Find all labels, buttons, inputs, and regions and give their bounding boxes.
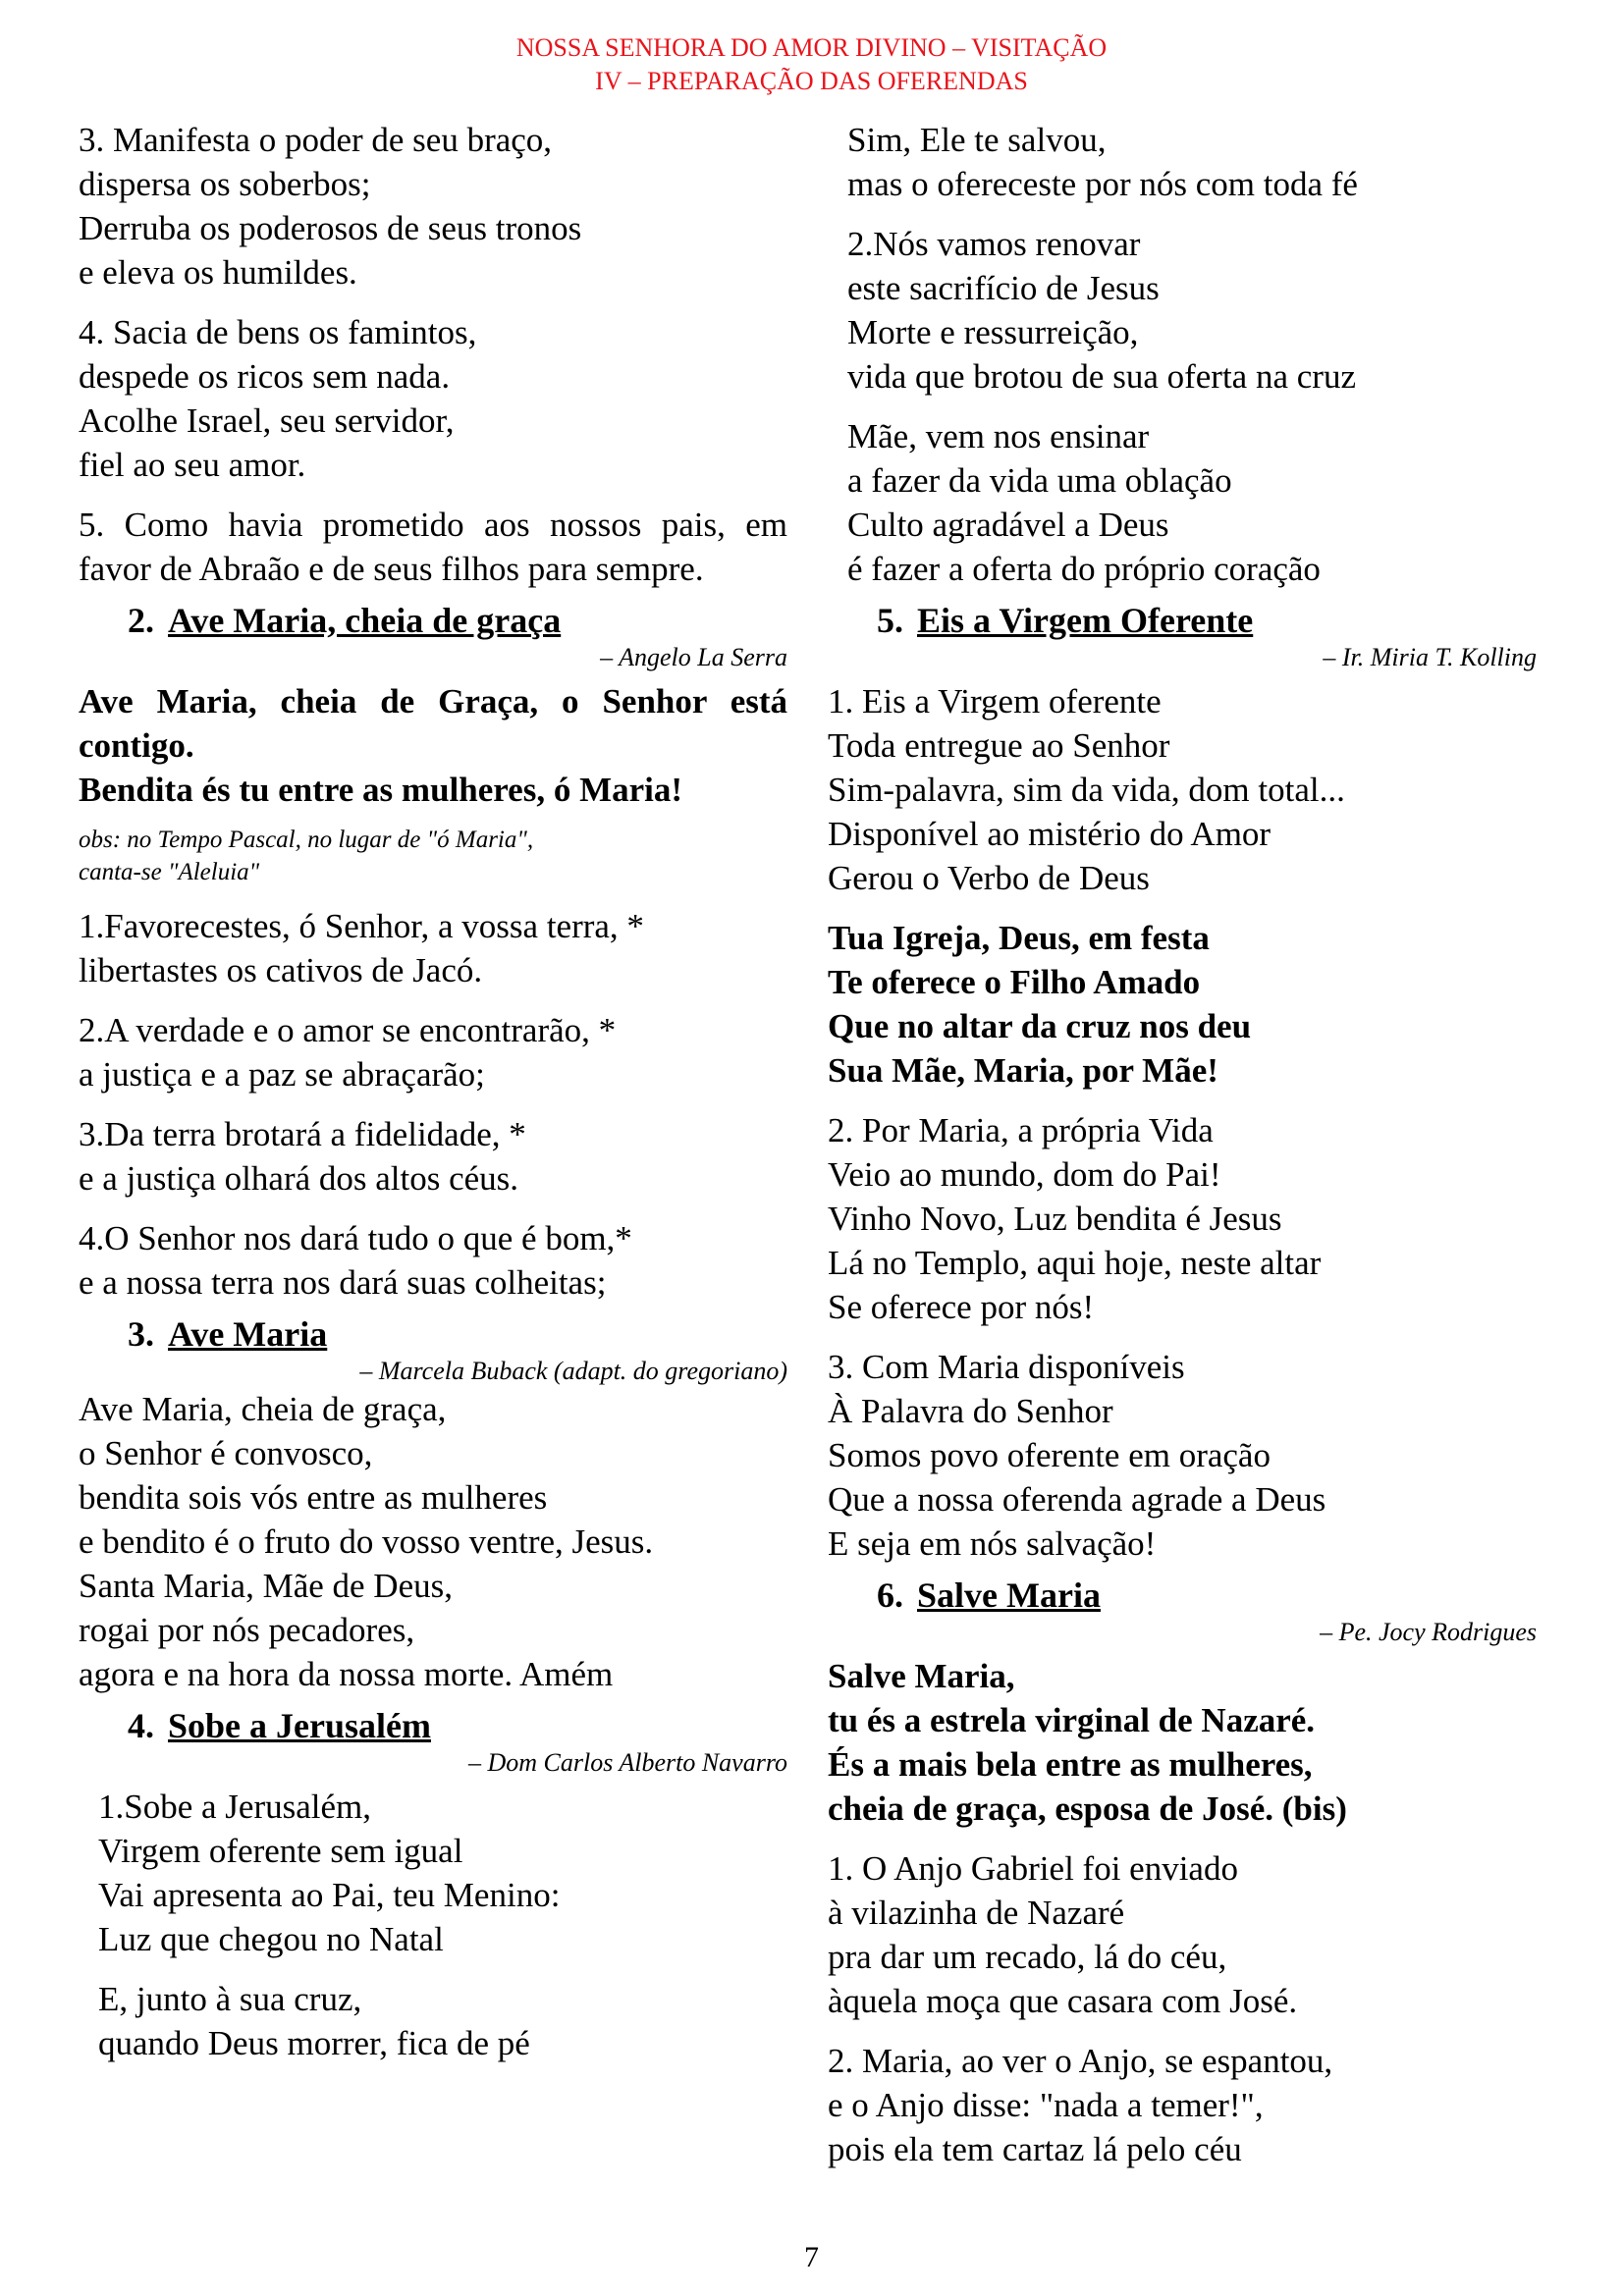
refrain (828, 1654, 1537, 1831)
section-heading (877, 599, 1537, 642)
verse-line: 2. Por Maria, a própria Vida (828, 1111, 1214, 1149)
verse-line: Que a nossa oferenda agrade a Deus (828, 1480, 1326, 1519)
verse-line: À Palavra do Senhor (828, 1392, 1113, 1430)
verse-line: Vinho Novo, Luz bendita é Jesus (828, 1200, 1282, 1238)
song-author: – Ir. Miria T. Kolling (1323, 643, 1537, 671)
verse-line: Santa Maria, Mãe de Deus, (79, 1567, 453, 1605)
stanza (828, 679, 1537, 900)
verse-line: obs: no Tempo Pascal, no lugar de "ó Maria", (79, 827, 534, 853)
verse-line: Sua Mãe, Maria, por Mãe! (828, 1051, 1218, 1090)
verse-line: E, junto à sua cruz, (98, 1980, 362, 2018)
verse-line: é fazer a oferta do próprio coração (847, 550, 1321, 588)
verse-line: despede os ricos sem nada. (79, 357, 451, 396)
verse-line: Ave Maria, cheia de graça, (79, 1390, 447, 1428)
verse-line: e bendito é o fruto do vosso ventre, Jesus. (79, 1522, 654, 1561)
verse-line: 1. Eis a Virgem oferente (828, 682, 1162, 721)
verse-line: mas o ofereceste por nós com toda fé (847, 165, 1358, 203)
section-title: Salve Maria (917, 1575, 1101, 1615)
verse-line: à vilazinha de Nazaré (828, 1894, 1125, 1932)
section-title: Sobe a Jerusalém (168, 1706, 431, 1745)
verse-line: Virgem oferente sem igual (98, 1832, 463, 1870)
verse-line: a justiça e a paz se abraçarão; (79, 1055, 485, 1094)
verse-line: Que no altar da cruz nos deu (828, 1007, 1252, 1045)
page-header (0, 31, 1623, 98)
stanza (828, 2039, 1537, 2171)
verse-line: fiel ao seu amor. (79, 446, 306, 484)
verse-line: 4. Sacia de bens os famintos, (79, 313, 477, 351)
stanza (79, 1008, 787, 1096)
verse-line: Te oferece o Filho Amado (828, 963, 1201, 1001)
song-author: – Pe. Jocy Rodrigues (1320, 1618, 1537, 1646)
observation-note (79, 824, 787, 888)
verse-line: 2.A verdade e o amor se encontrarão, * (79, 1011, 617, 1049)
section-number: 6. (877, 1575, 903, 1615)
stanza: 5. Como havia prometido aos nossos pais, em favor de Abraão e de seus filhos para sempre. (79, 506, 787, 588)
verse-line: a fazer da vida uma oblação (847, 461, 1232, 500)
stanza (79, 1387, 787, 1696)
section-number: 5. (877, 601, 903, 640)
verse-line: Se oferece por nós! (828, 1288, 1095, 1326)
refrain: Ave Maria, cheia de Graça, o Senhor está contigo. (79, 682, 787, 765)
verse-line: 3.Da terra brotará a fidelidade, * (79, 1115, 526, 1153)
song-author: – Dom Carlos Alberto Navarro (467, 1748, 787, 1777)
verse-line: dispersa os soberbos; (79, 165, 371, 203)
verse-line: Derruba os poderosos de seus tronos (79, 209, 582, 247)
verse-line: Acolhe Israel, seu servidor, (79, 401, 455, 440)
verse-line: 2. Maria, ao ver o Anjo, se espantou, (828, 2042, 1333, 2080)
right-column (828, 118, 1537, 2187)
verse-line: este sacrifício de Jesus (847, 269, 1160, 307)
verse-line: Disponível ao mistério do Amor (828, 815, 1271, 853)
section-number: 2. (128, 601, 154, 640)
verse-line: e a justiça olhará dos altos céus. (79, 1159, 519, 1198)
verse-line: 1. O Anjo Gabriel foi enviado (828, 1849, 1238, 1888)
section-heading (877, 1574, 1537, 1617)
verse-line: Culto agradável a Deus (847, 506, 1169, 544)
verse-line: 1.Sobe a Jerusalém, (98, 1788, 371, 1826)
verse-line: Salve Maria, (828, 1657, 1015, 1695)
verse-line: 1.Favorecestes, ó Senhor, a vossa terra, * (79, 907, 644, 945)
section-number: 3. (128, 1314, 154, 1354)
header-line-1: NOSSA SENHORA DO AMOR DIVINO – VISITAÇÃO (515, 33, 1108, 62)
verse-line: Veio ao mundo, dom do Pai! (828, 1155, 1221, 1194)
verse-line: 4.O Senhor nos dará tudo o que é bom,* (79, 1219, 632, 1257)
stanza (79, 1785, 787, 1961)
refrain: Bendita és tu entre as mulheres, ó Maria! (79, 771, 683, 809)
verse-line: vida que brotou de sua oferta na cruz (847, 357, 1356, 396)
verse-line: E seja em nós salvação! (828, 1524, 1157, 1563)
stanza (79, 1216, 787, 1305)
stanza (828, 414, 1537, 591)
verse-line: És a mais bela entre as mulheres, (828, 1745, 1313, 1784)
song-author: – Angelo La Serra (600, 643, 787, 671)
verse-line: Vai apresenta ao Pai, teu Menino: (98, 1876, 561, 1914)
header-line-2: IV – PREPARAÇÃO DAS OFERENDAS (595, 67, 1028, 95)
verse-line: bendita sois vós entre as mulheres (79, 1478, 548, 1517)
verse-line: Luz que chegou no Natal (98, 1920, 444, 1958)
song-author: – Marcela Buback (adapt. do gregoriano) (359, 1357, 787, 1385)
section-title: Ave Maria, cheia de graça (168, 601, 562, 640)
verse-line: Sim-palavra, sim da vida, dom total... (828, 771, 1345, 809)
verse-line: tu és a estrela virginal de Nazaré. (828, 1701, 1316, 1739)
verse-line: pra dar um recado, lá do céu, (828, 1938, 1227, 1976)
verse-line: e a nossa terra nos dará suas colheitas; (79, 1263, 607, 1302)
stanza (828, 222, 1537, 399)
verse-line: e o Anjo disse: "nada a temer!", (828, 2086, 1264, 2124)
verse-line: libertastes os cativos de Jacó. (79, 951, 483, 989)
section-heading (128, 1704, 787, 1747)
verse-line: Morte e ressurreição, (847, 313, 1139, 351)
stanza (79, 904, 787, 992)
verse-line: Sim, Ele te salvou, (847, 121, 1107, 159)
verse-line: e eleva os humildes. (79, 253, 357, 292)
stanza (828, 1846, 1537, 2023)
refrain (828, 916, 1537, 1093)
verse-line: 3. Manifesta o poder de seu braço, (79, 121, 553, 159)
verse-line: o Senhor é convosco, (79, 1434, 373, 1472)
stanza (79, 310, 787, 487)
verse-line: Mãe, vem nos ensinar (847, 417, 1150, 455)
stanza (79, 1112, 787, 1201)
verse-line: 3. Com Maria disponíveis (828, 1348, 1185, 1386)
verse-line: agora e na hora da nossa morte. Amém (79, 1655, 614, 1693)
verse-line: canta-se "Aleluia" (79, 859, 260, 885)
section-title: Ave Maria (168, 1314, 328, 1354)
verse-line: àquela moça que casara com José. (828, 1982, 1298, 2020)
verse-line: cheia de graça, esposa de José. (bis) (828, 1789, 1347, 1828)
stanza (828, 1108, 1537, 1329)
page-number: 7 (804, 2241, 819, 2273)
left-column (79, 118, 787, 2081)
section-title: Eis a Virgem Oferente (917, 601, 1254, 640)
verse-line: quando Deus morrer, fica de pé (98, 2024, 530, 2062)
stanza (828, 118, 1537, 206)
verse-line: 2.Nós vamos renovar (847, 225, 1141, 263)
stanza (79, 118, 787, 294)
stanza (79, 1977, 787, 2065)
verse-line: Tua Igreja, Deus, em festa (828, 919, 1210, 957)
verse-line: Gerou o Verbo de Deus (828, 859, 1150, 897)
section-heading (128, 599, 787, 642)
verse-line: pois ela tem cartaz lá pelo céu (828, 2130, 1242, 2168)
section-number: 4. (128, 1706, 154, 1745)
section-heading (128, 1312, 787, 1356)
verse-line: rogai por nós pecadores, (79, 1611, 415, 1649)
verse-line: Lá no Templo, aqui hoje, neste altar (828, 1244, 1322, 1282)
verse-line: Toda entregue ao Senhor (828, 726, 1170, 765)
verse-line: Somos povo oferente em oração (828, 1436, 1271, 1474)
stanza (828, 1345, 1537, 1566)
